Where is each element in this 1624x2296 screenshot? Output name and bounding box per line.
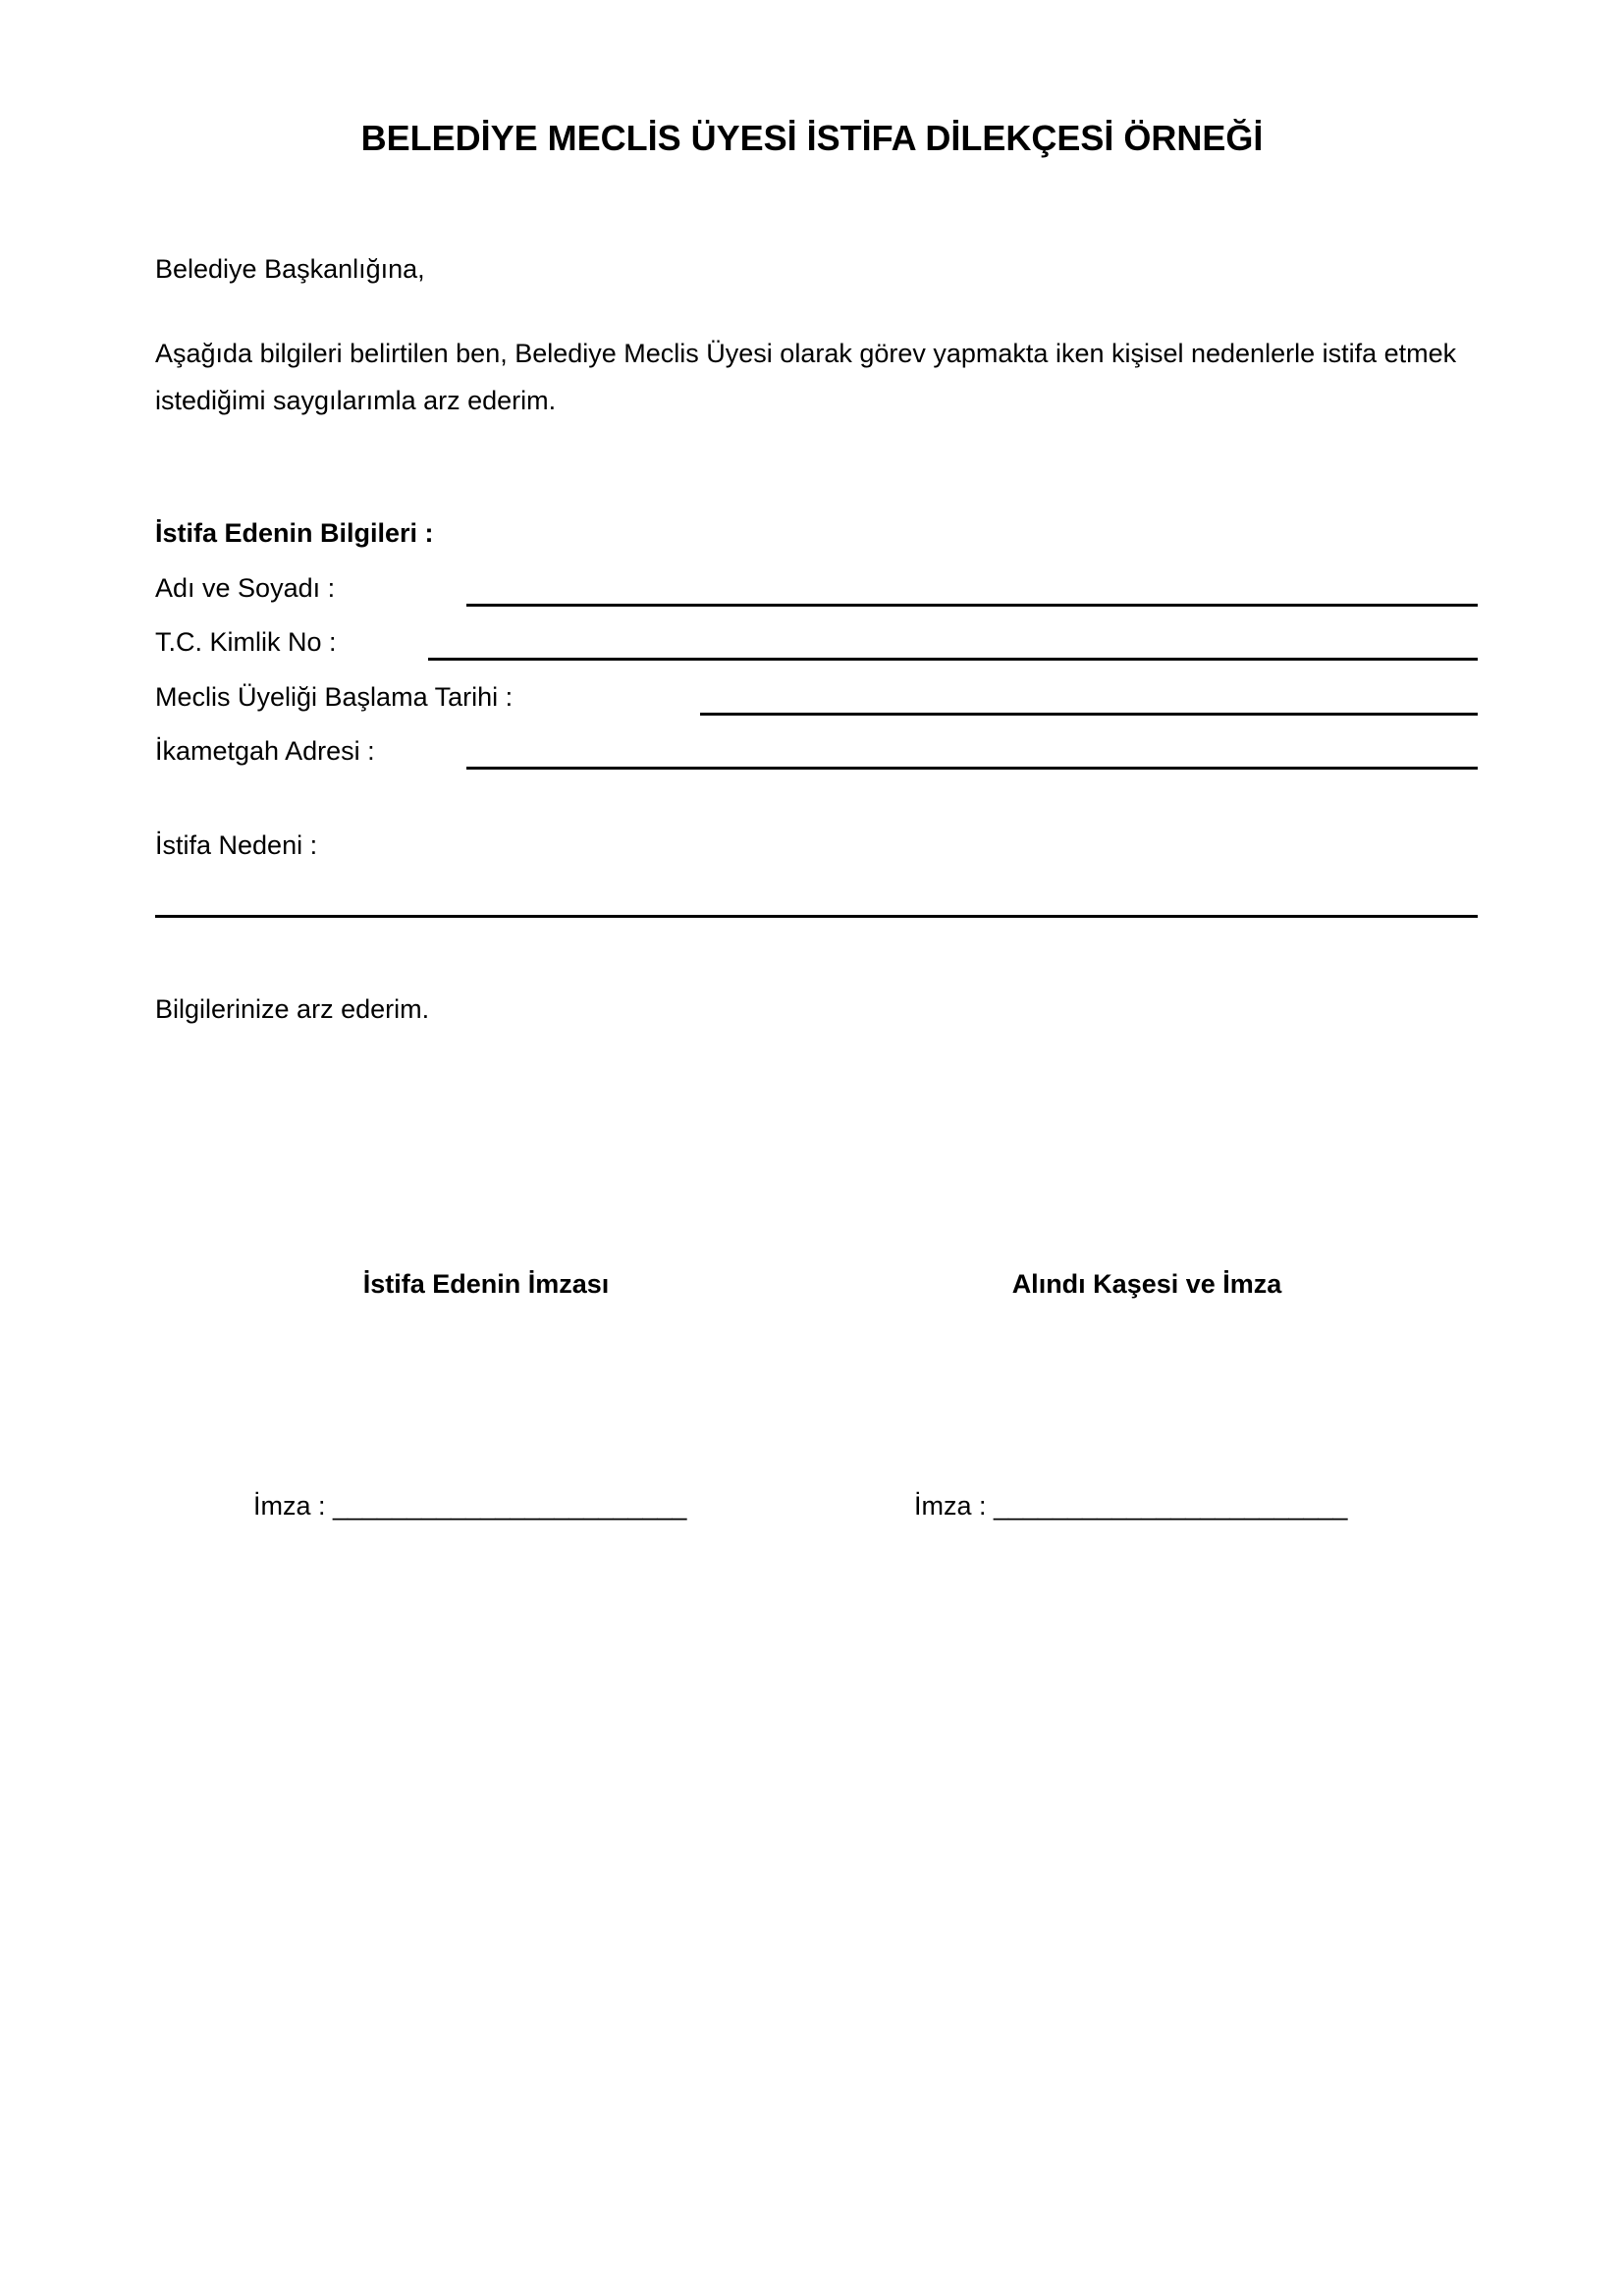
signature-line-applicant: İmza : ________________________ (253, 1491, 687, 1521)
field-line-address (466, 767, 1478, 770)
field-label-tc-no: T.C. Kimlik No : (155, 627, 337, 657)
signature-heading-received: Alındı Kaşesi ve İmza (1011, 1269, 1282, 1299)
signature-line-received: İmza : ________________________ (914, 1491, 1348, 1521)
reason-line (155, 915, 1478, 918)
info-heading: İstifa Edenin Bilgileri : (155, 518, 434, 548)
field-line-tc-no (428, 658, 1478, 661)
field-line-start-date (700, 713, 1478, 716)
signature-heading-applicant: İstifa Edenin İmzası (362, 1269, 610, 1299)
document-title: BELEDİYE MECLİS ÜYESİ İSTİFA DİLEKÇESİ ÖRNEĞİ (360, 118, 1264, 158)
reason-label: İstifa Nedeni : (155, 830, 318, 860)
field-line-name (466, 604, 1478, 607)
closing-text: Bilgilerinize arz ederim. (155, 994, 430, 1024)
field-label-start-date: Meclis Üyeliği Başlama Tarihi : (155, 682, 514, 712)
salutation: Belediye Başkanlığına, (155, 254, 425, 284)
field-label-name: Adı ve Soyadı : (155, 573, 336, 603)
field-label-address: İkametgah Adresi : (155, 736, 375, 766)
body-paragraph: Aşağıda bilgileri belirtilen ben, Belediye Meclis Üyesi olarak görev yapmakta iken kişisel nedenlerle istifa etmek istediğimi saygılarımla arz ederim. (155, 339, 1457, 415)
